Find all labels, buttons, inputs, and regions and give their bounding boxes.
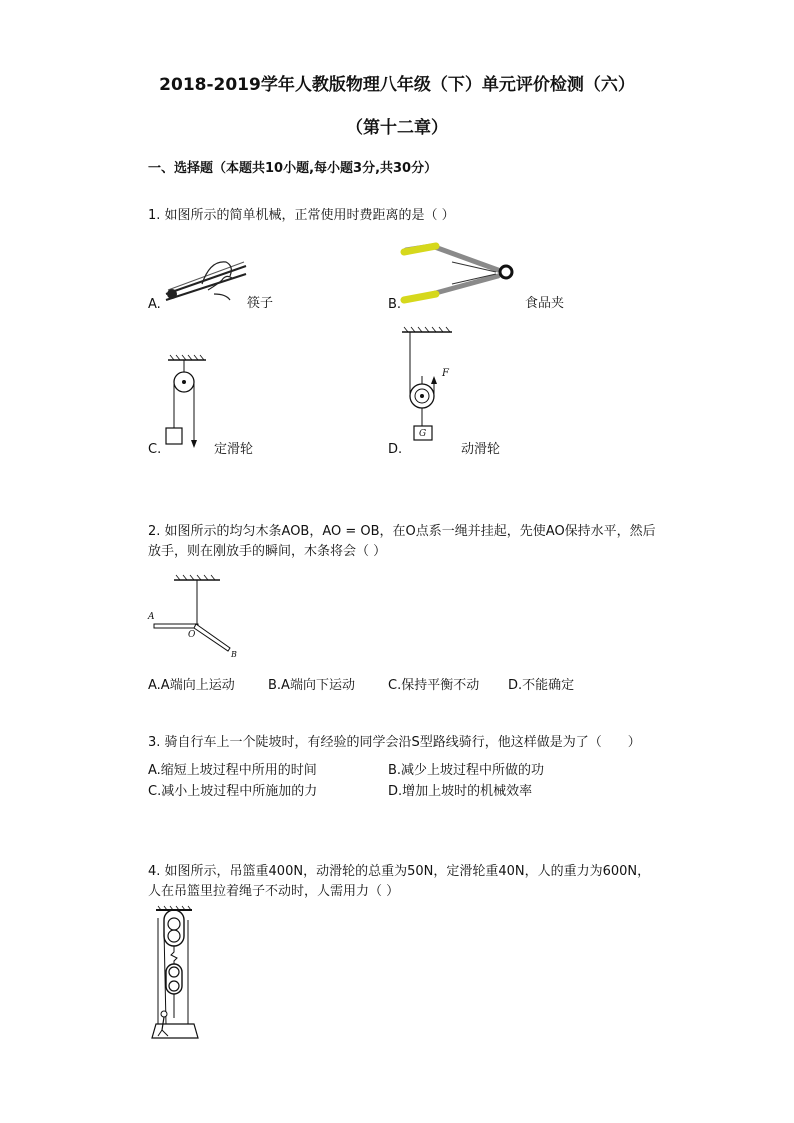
- q1-option-d-letter: D.: [388, 442, 403, 457]
- q3-option-c: C.减小上坡过程中所施加的力: [148, 784, 318, 799]
- q2-option-a: A.A端向上运动: [148, 678, 235, 693]
- q3-option-b: B.减少上坡过程中所做的功: [388, 763, 545, 778]
- q2-label-b: B: [231, 650, 237, 659]
- section-heading: 一、选择题（本题共10小题,每小题3分,共30分）: [148, 161, 438, 176]
- q1-option-d-caption: 动滑轮: [461, 442, 501, 457]
- chopsticks-figure: [160, 254, 250, 306]
- q2-label-a: A: [148, 612, 155, 622]
- q2-option-b: B.A端向下运动: [268, 678, 355, 693]
- q2-stem-line-1: 2. 如图所示的均匀木条AOB，AO = OB，在O点系一绳并挂起，先使AO保持水平，然后: [148, 524, 656, 539]
- q1-option-b-caption: 食品夹: [525, 296, 565, 311]
- q1-option-c-caption: 定滑轮: [214, 442, 254, 457]
- q2-stem-line-2: 放手，则在刚放手的瞬间，木条将会（ ）: [148, 544, 387, 559]
- q1-option-a-caption: 筷子: [247, 296, 274, 311]
- page-subtitle: （第十二章）: [346, 118, 448, 138]
- q3-option-d: D.增加上坡时的机械效率: [388, 784, 533, 799]
- q1-option-a-letter: A.: [148, 297, 161, 312]
- q2-label-o: O: [188, 630, 196, 640]
- food-tongs-figure: [402, 240, 522, 306]
- q2-option-c: C.保持平衡不动: [388, 678, 480, 693]
- q4-stem-line-1: 4. 如图所示，吊篮重400N，动滑轮的总重为50N，定滑轮重40N，人的重力为600N，: [148, 864, 651, 879]
- q1-option-c-letter: C.: [148, 442, 162, 457]
- page-title: 2018-2019学年人教版物理八年级（下）单元评价检测（六）: [159, 75, 635, 95]
- q3-stem: 3. 骑自行车上一个陡坡时，有经验的同学会沿S型路线骑行，他这样做是为了（ ）: [148, 735, 641, 750]
- q1-weight-label: G: [419, 429, 427, 439]
- q3-option-a: A.缩短上坡过程中所用的时间: [148, 763, 317, 778]
- q1-force-label: F: [442, 368, 449, 379]
- q2-option-d: D.不能确定: [508, 678, 575, 693]
- q1-option-b-letter: B.: [388, 297, 402, 312]
- q4-stem-line-2: 人在吊篮里拉着绳子不动时，人需用力（ ）: [148, 884, 400, 899]
- movable-pulley-figure: [402, 326, 462, 446]
- fixed-pulley-figure: [160, 354, 210, 454]
- q1-stem: 1. 如图所示的简单机械，正常使用时费距离的是（ ）: [148, 208, 455, 223]
- basket-pulley-figure: [148, 906, 202, 1042]
- lever-aob-figure: [150, 574, 240, 660]
